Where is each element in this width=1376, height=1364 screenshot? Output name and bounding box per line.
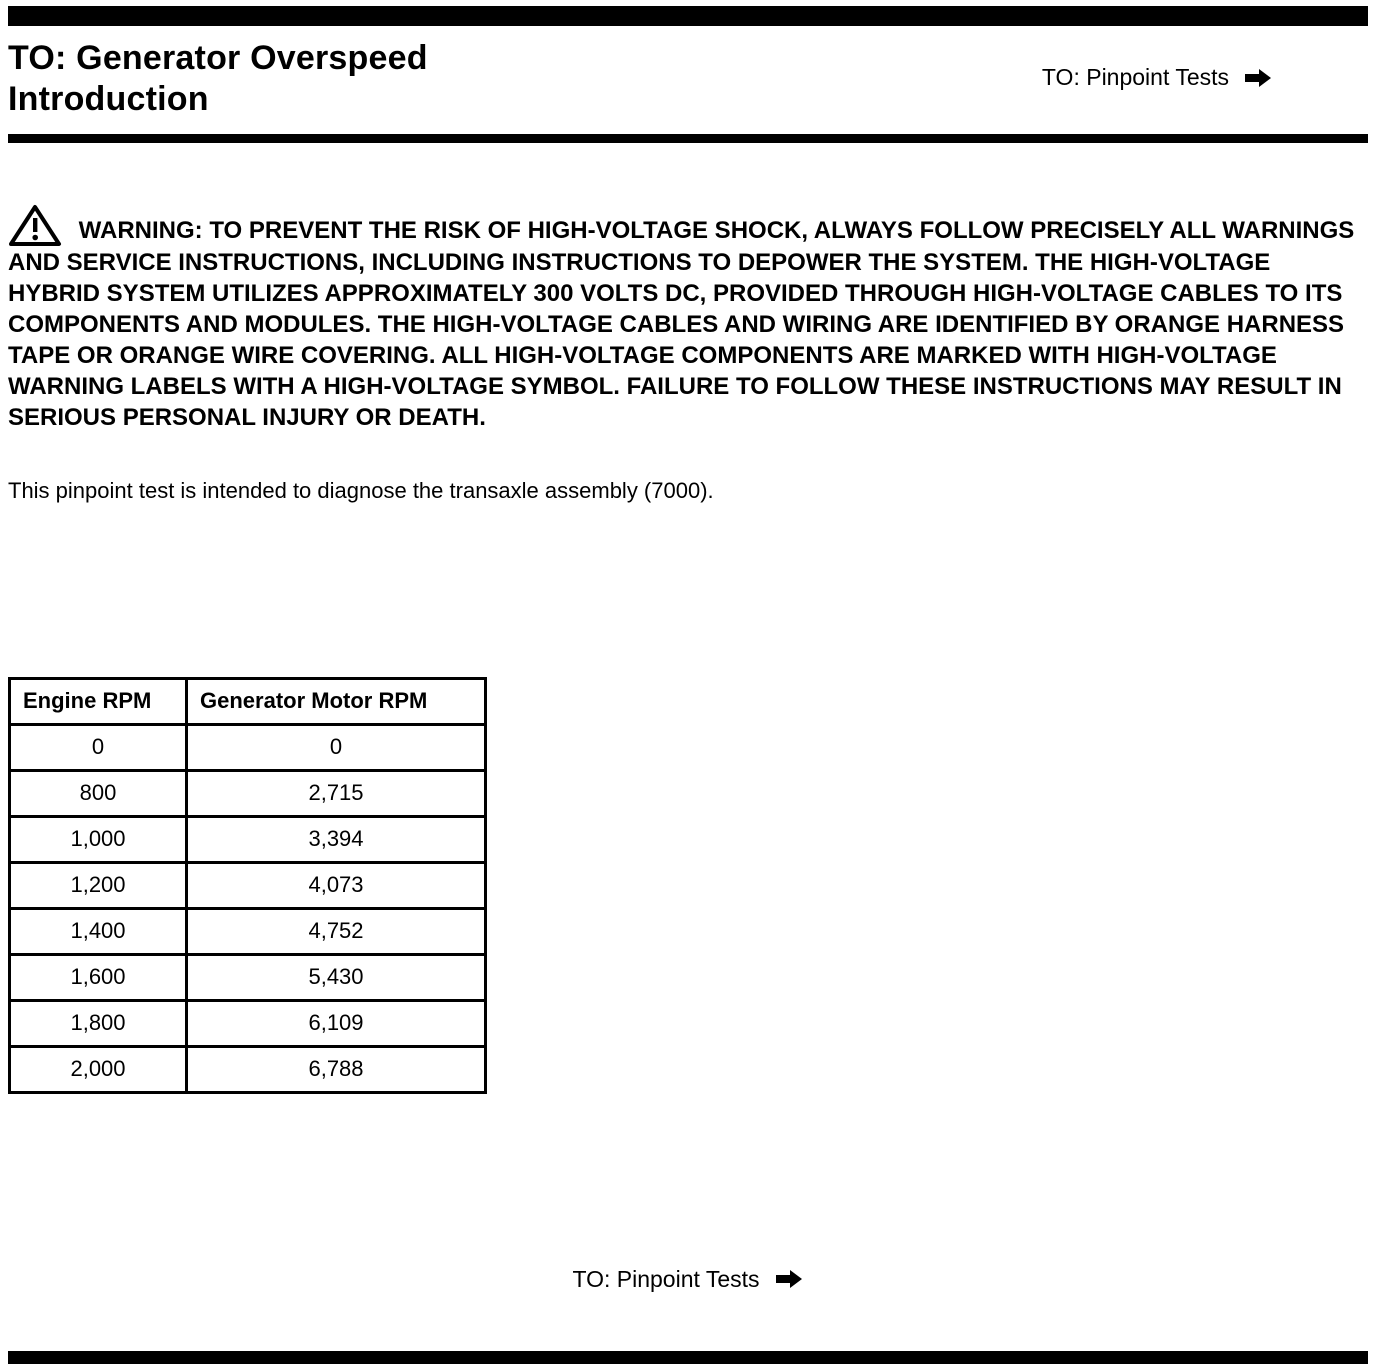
page-header (0, 26, 1376, 120)
table-row (10, 908, 486, 954)
table-cell: 1,000 (10, 816, 187, 862)
intro-text: This pinpoint test is intended to diagnose the transaxle assembly (7000). (8, 477, 714, 503)
table-row (10, 724, 486, 770)
table-cell: 6,788 (187, 1046, 486, 1092)
table-cell: 0 (187, 724, 486, 770)
arrow-right-icon (1243, 68, 1273, 88)
table-cell: 1,200 (10, 862, 187, 908)
table-cell: 4,752 (187, 908, 486, 954)
table-cell: 2,000 (10, 1046, 187, 1092)
table-row (10, 862, 486, 908)
arrow-right-icon (774, 1269, 804, 1289)
page-title-line1: TO: Generator Overspeed (8, 39, 428, 77)
pinpoint-tests-link-top[interactable] (1042, 64, 1273, 91)
rpm-table-header-row (10, 678, 486, 724)
warning-paragraph (8, 203, 1368, 433)
table-cell: 3,394 (187, 816, 486, 862)
table-row (10, 770, 486, 816)
table-cell: 1,800 (10, 1000, 187, 1046)
rpm-table-body (10, 724, 486, 1092)
warning-triangle-icon (8, 203, 62, 247)
table-row (10, 816, 486, 862)
pinpoint-tests-link-bottom[interactable] (572, 1266, 803, 1293)
warning-text: WARNING: TO PREVENT THE RISK OF HIGH-VOLTAGE SHOCK, ALWAYS FOLLOW PRECISELY ALL WARNINGS AND SERVICE INSTRUCTIONS, INCLUDING INSTRUCTIONS TO DEPOWER THE SYSTEM. THE HIGH-VOLTAGE HYBRID SYSTEM UTILIZES APPROXIMATELY 300 VOLTS DC, PROVIDED THROUGH HIGH-VOLTAGE CABLES TO ITS COMPONENTS AND MODULES. THE HIGH-VOLTAGE CABLES AND WIRING ARE IDENTIFIED BY ORANGE HARNESS TAPE OR ORANGE WIRE COVERING. ALL HIGH-VOLTAGE COMPONENTS ARE MARKED WITH HIGH-VOLTAGE WARNING LABELS WITH A HIGH-VOLTAGE SYMBOL. FAILURE TO FOLLOW THESE INSTRUCTIONS MAY RESULT IN SERIOUS PERSONAL INJURY OR DEATH. (8, 216, 1355, 431)
page-title-line2: Introduction (8, 79, 209, 118)
table-cell: 4,073 (187, 862, 486, 908)
table-row (10, 1000, 486, 1046)
table-cell: 800 (10, 770, 187, 816)
table-cell: 1,400 (10, 908, 187, 954)
page-title (8, 38, 428, 120)
table-cell: 2,715 (187, 770, 486, 816)
table-cell: 5,430 (187, 954, 486, 1000)
table-cell: 1,600 (10, 954, 187, 1000)
page-footer (0, 1266, 1376, 1293)
header-rule (8, 134, 1368, 143)
table-cell: 6,109 (187, 1000, 486, 1046)
rpm-table (8, 677, 487, 1094)
table-row (10, 954, 486, 1000)
document-page (0, 6, 1376, 1293)
column-header-engine-rpm: Engine RPM (10, 678, 187, 724)
pinpoint-tests-link-bottom-label: TO: Pinpoint Tests (572, 1265, 760, 1292)
table-cell: 0 (10, 724, 187, 770)
table-row (10, 1046, 486, 1092)
column-header-generator-motor-rpm: Generator Motor RPM (187, 678, 486, 724)
top-rule (8, 6, 1368, 26)
pinpoint-tests-link-top-label: TO: Pinpoint Tests (1041, 64, 1229, 90)
